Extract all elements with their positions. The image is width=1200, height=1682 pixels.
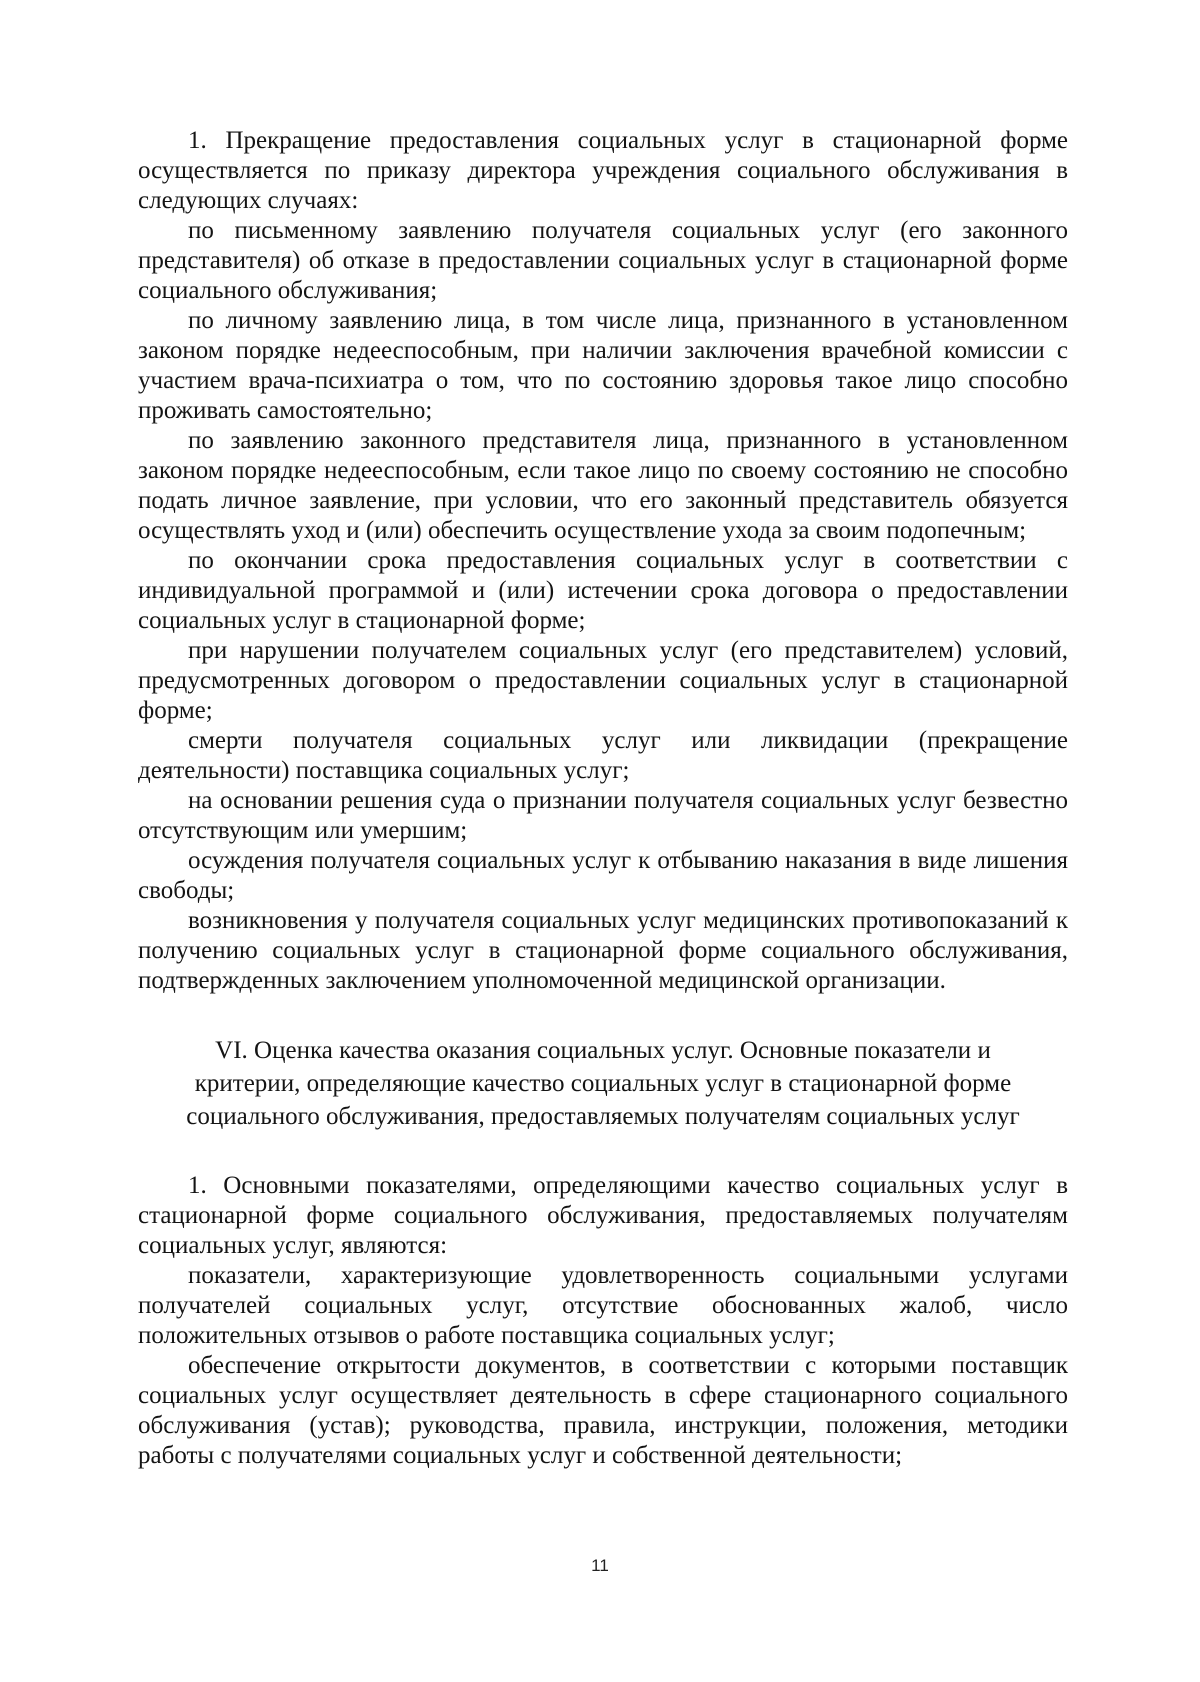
paragraph-medical-contraindications: возникновения у получателя социальных услуг медицинских противопоказаний к получению социальных услуг в стационарной форме социального обслуживания, подтвержденных заключением уполномоченной медицинской организации. [138, 907, 1068, 994]
paragraph-quality-indicators-intro: 1. Основными показателями, определяющими качество социальных услуг в стационарной форме социального обслуживания, предоставляемых получателям социальных услуг, являются: [138, 1172, 1068, 1259]
page-number: 11 [591, 1556, 609, 1575]
document-page [138, 126, 1068, 1471]
section-heading: VI. Оценка качества оказания социальных услуг. Основные показатели и критерии, определяющие качество социальных услуг в стационарной форме социального обслуживания, предоставляемых получателям социальных услуг [186, 1037, 1020, 1130]
paragraph-court-decision: на основании решения суда о признании получателя социальных услуг безвестно отсутствующим или умершим; [138, 787, 1068, 844]
paragraph-conviction: осуждения получателя социальных услуг к отбыванию наказания в виде лишения свободы; [138, 847, 1068, 904]
paragraph-term-expiry: по окончании срока предоставления социальных услуг в соответствии с индивидуальной программой и (или) истечении срока договора о предоставлении социальных услуг в стационарной форме; [138, 547, 1068, 634]
paragraph-contract-violation: при нарушении получателем социальных услуг (его представителем) условий, предусмотренных договором о предоставлении социальных услуг в стационарной форме; [138, 637, 1068, 724]
paragraph-personal-application: по личному заявлению лица, в том числе лица, признанного в установленном законом порядке недееспособным, при наличии заключения врачебной комиссии с участием врача-психиатра о том, что по состоянию здоровья такое лицо способно проживать самостоятельно; [138, 307, 1068, 424]
paragraph-death-liquidation: смерти получателя социальных услуг или ликвидации (прекращение деятельности) поставщика социальных услуг; [138, 727, 1068, 784]
paragraph-satisfaction-indicators: показатели, характеризующие удовлетворенность социальными услугами получателей социальных услуг, отсутствие обоснованных жалоб, число положительных отзывов о работе поставщика социальных услуг; [138, 1262, 1068, 1349]
paragraph-termination-intro: 1. Прекращение предоставления социальных услуг в стационарной форме осуществляется по приказу директора учреждения социального обслуживания в следующих случаях: [138, 127, 1068, 214]
paragraph-document-openness: обеспечение открытости документов, в соответствии с которыми поставщик социальных услуг осуществляет деятельность в сфере стационарного социального обслуживания (устав); руководства, правила, инструкции, положения, методики работы с получателями социальных услуг и собственной деятельности; [138, 1352, 1068, 1469]
paragraph-guardian-application: по заявлению законного представителя лица, признанного в установленном законом порядке недееспособным, если такое лицо по своему состоянию не способно подать личное заявление, при условии, что его законный представитель обязуется осуществлять уход и (или) обеспечить осуществление ухода за своим подопечным; [138, 427, 1068, 544]
paragraph-written-application: по письменному заявлению получателя социальных услуг (его законного представителя) об отказе в предоставлении социальных услуг в стационарной форме социального обслуживания; [138, 217, 1068, 304]
